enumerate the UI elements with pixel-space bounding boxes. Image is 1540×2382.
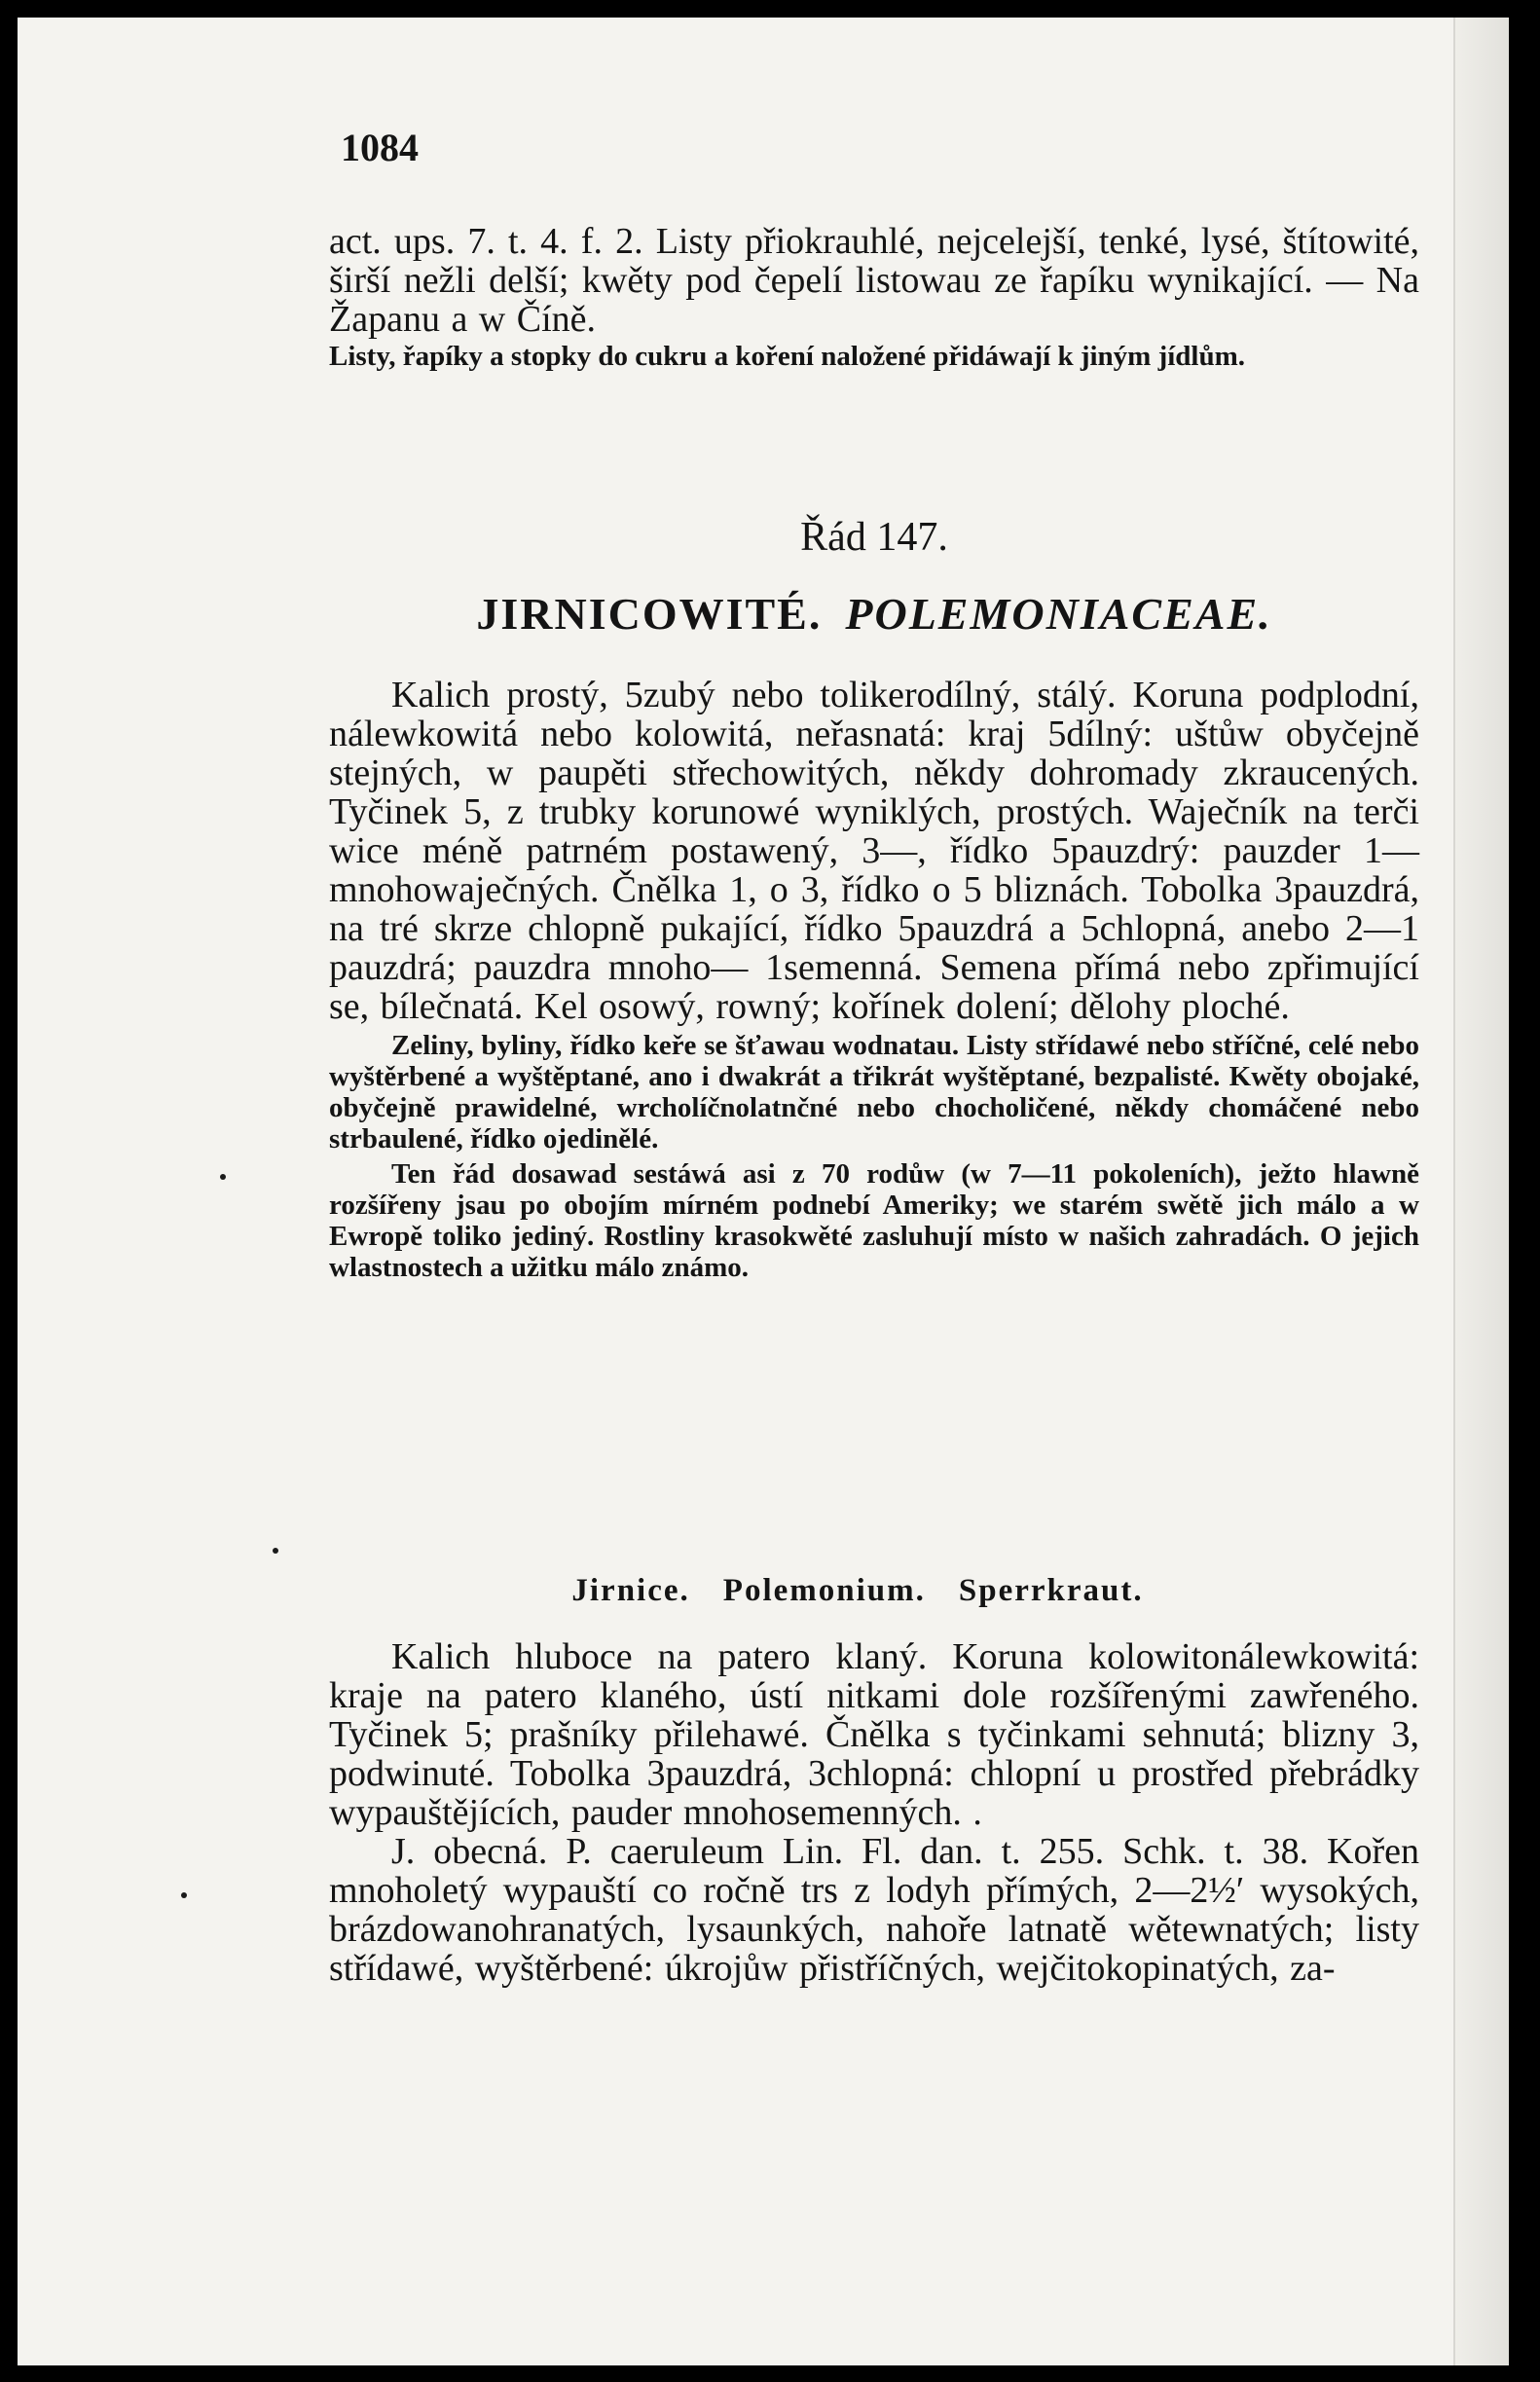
genus-heading [329, 1573, 1419, 1609]
page-number: 1084 [341, 126, 419, 169]
family-heading [329, 588, 1419, 640]
family-note-1: Zeliny, byliny, řídko keře se šťawau wodnatau. Listy střídawé nebo stříčné, celé nebo wyštěrbené a wyštěptané, ano i dwakrát a třikrát wyštěptané, bezpalisté. Kwěty obojaké, obyčejně prawidelné, wrcholíčnolatnčné nebo chocholičené, někdy chomáčené nebo strbaulené, řídko ojedinělé. [329, 1030, 1419, 1154]
genus-latin: Polemonium. [722, 1573, 926, 1608]
book-page [18, 18, 1509, 2365]
family-block [329, 676, 1419, 1283]
genus-block [329, 1637, 1419, 1988]
species-description: J. obecná. P. caeruleum Lin. Fl. dan. t. 255. Schk. t. 38. Kořen mnoholetý wypauští co ročně trs z lodyh přímých, 2—2½′ wysokých, brázdowanohranatých, lysaunkých, nahoře latnatě wětewnatých; listy střídawé, wyštěrbené: úkrojůw přistříčných, wejčitokopinatých, za- [329, 1831, 1419, 1989]
intro-note: Listy, řapíky a stopky do cukru a koření naložené přidáwají k jiným jídlům. [329, 341, 1246, 372]
margin-speck [220, 1174, 226, 1180]
ordo-heading: Řád 147. [800, 515, 948, 560]
family-note-2: Ten řád dosawad sestáwá asi z 70 rodůw (w 7—11 pokoleních), ježto hlawně rozšířeny jsau po obojím mírném podnebí Ameriky; we starém swětě jich málo a w Ewropě toliko jediný. Rostliny krasokwěté zasluhují místo w našich zahradách. O jejich wlastnostech a užitku málo známo. [329, 1158, 1419, 1283]
intro-body: act. ups. 7. t. 4. f. 2. Listy přiokrauhlé, nejcelejší, tenké, lysé, štítowité, širší nežli delší; kwěty pod čepelí listowau ze řapíku wynikající. — Na Žapanu a w Číně. [329, 221, 1419, 340]
family-czech: JIRNICOWITÉ. [476, 589, 823, 639]
margin-speck [181, 1892, 187, 1898]
genus-description: Kalich hluboce na patero klaný. Koruna kolowitonálewkowitá: kraje na patero klaného, ústí nitkami dole rozšířenými zawřeného. Tyčinek 5; prašníky přilehawé. Čnělka s tyčinkami sehnutá; blizny 3, podwinuté. Tobolka 3pauzdrá, 3chlopná: chlopní u prostřed přebrádky wypauštějících, pauder mnohosemenných. . [329, 1636, 1419, 1833]
genus-german: Sperrkraut. [958, 1573, 1144, 1608]
margin-speck [273, 1548, 278, 1554]
facing-page-edge [1453, 18, 1509, 2365]
family-description: Kalich prostý, 5zubý nebo tolikerodílný, stálý. Koruna podplodní, nálewkowitá nebo kolowitá, neřasnatá: kraj 5dílný: uštůw obyčejně stejných, w paupěti střechowitých, někdy dohromady zkraucených. Tyčinek 5, z trubky korunowé wyniklých, prostých. Waječník na terči wice méně patrném postawený, 3—, řídko 5pauzdrý: pauzder 1— mnohowaječných. Čnělka 1, o 3, řídko o 5 bliznách. Tobolka 3pauzdrá, na tré skrze chlopně pukající, řídko 5pauzdrá a 5chlopná, anebo 2—1 pauzdrá; pauzdra mnoho— 1semenná. Semena přímá nebo zpřimující se, bílečnatá. Kel osowý, rowný; kořínek dolení; dělohy ploché. [329, 675, 1419, 1027]
family-latin: POLEMONIACEAE. [845, 589, 1272, 639]
genus-czech: Jirnice. [571, 1573, 690, 1608]
intro-block [329, 222, 1419, 372]
